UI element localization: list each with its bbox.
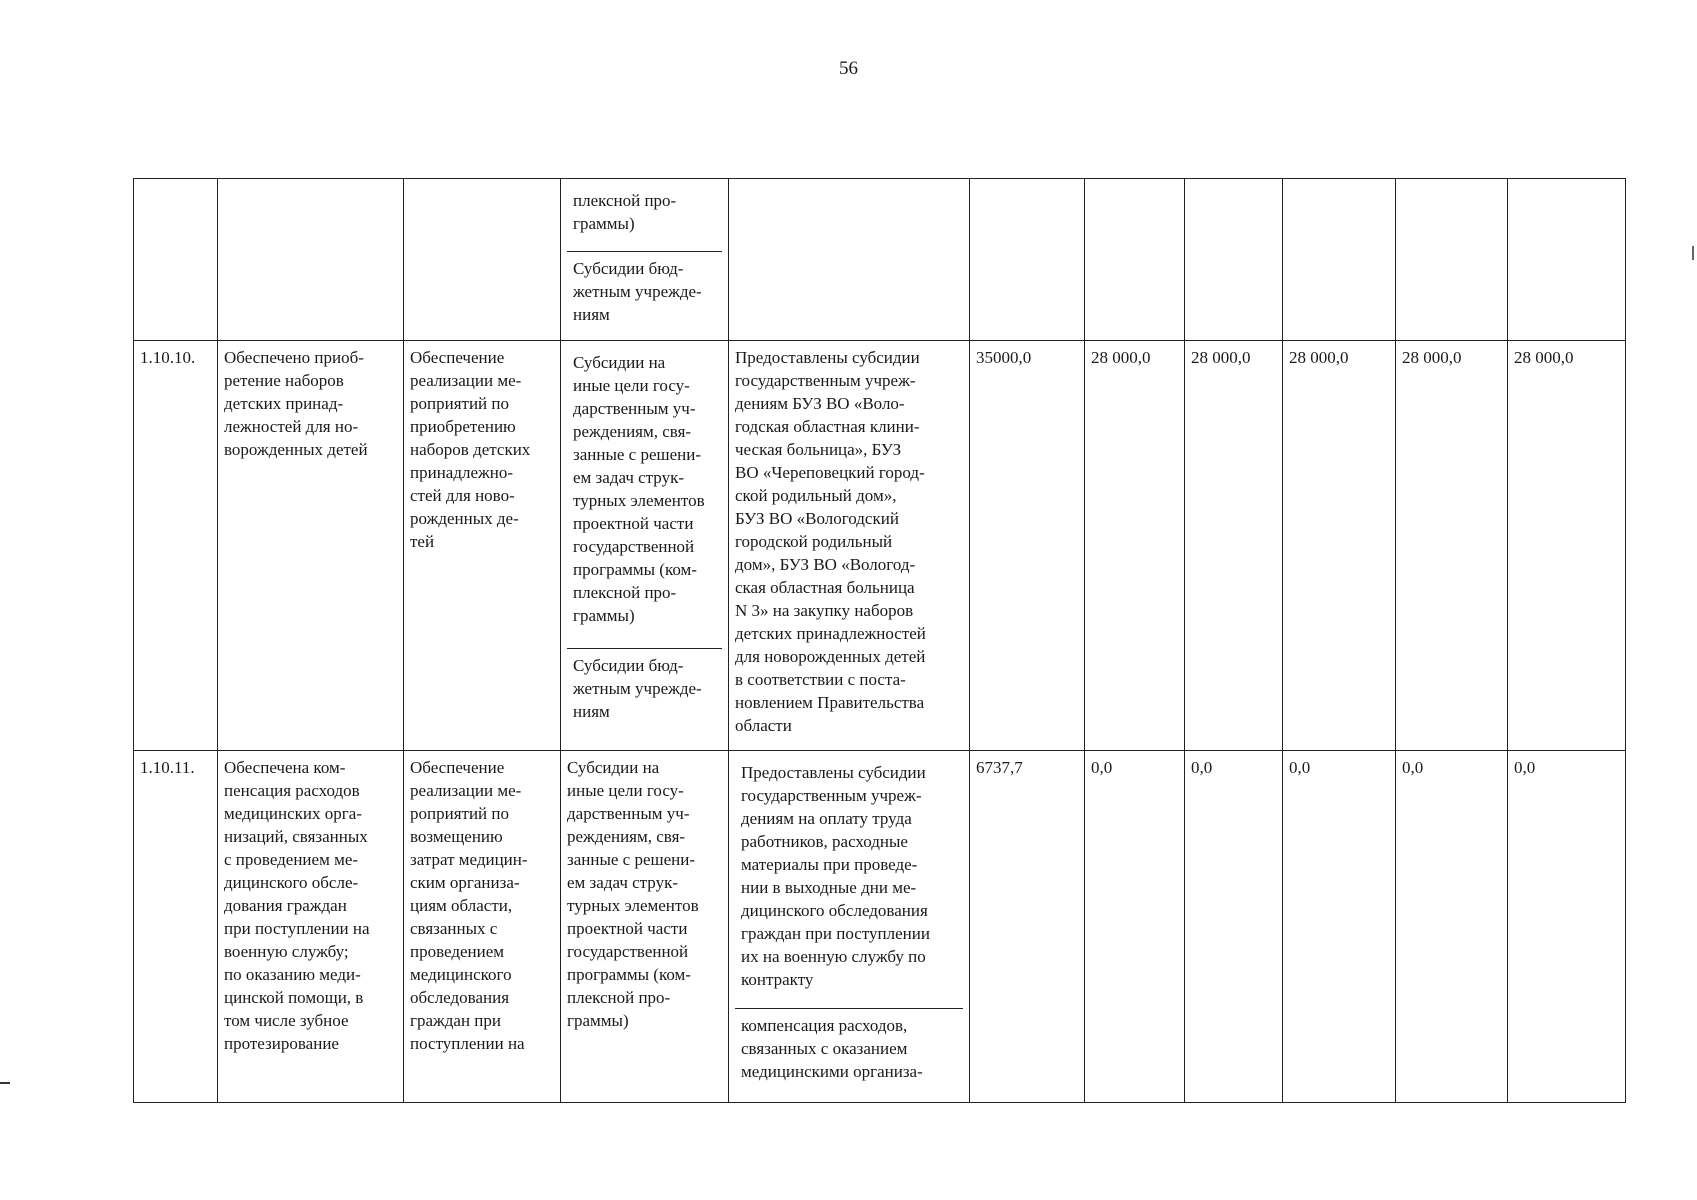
description-cell [729,751,970,1103]
funding-cell [561,341,729,751]
value-cell: 28 000,0 [1085,341,1185,751]
value-cell: 0,0 [1396,751,1508,1103]
value-cell: 0,0 [1283,751,1396,1103]
value-cell: 6737,7 [970,751,1085,1103]
table-row [134,179,1626,341]
result-cell: Обеспечено приоб- ретение наборов детских принад- лежностей для но- ворожденных детей [218,341,404,751]
funding-type: Субсидии на иные цели госу- дарственным уч- реждениям, свя- занные с решени- ем задач струк- турных элементов проектной части государственной программы (ком- плексной про- граммы) [573,353,705,625]
value-cell: 35000,0 [970,341,1085,751]
event-cell: Обеспечение реализации ме- роприятий по возмещению затрат медицин- ским организа- циям области, связанных с проведением медицинского обследования граждан при поступлении на [404,751,561,1103]
result-cell: Обеспечена ком- пенсация расходов медицинских орга- низаций, связанных с проведением ме- дицинского обсле- дования граждан при поступлении на военную службу; по оказанию меди- цинской помощи, в том числе зубное протезирование [218,751,404,1103]
description-cell: Предоставлены субсидии государственным учреж- дениям БУЗ ВО «Воло- годская областная клини- ческая больница», БУЗ ВО «Череповецкий город- ской родильный дом», БУЗ ВО «Вологодский городской родильный дом», БУЗ ВО «Вологод- ская областная больница N 3» на закупку наборов детских принадлежностей для новорожденных детей в соответствии с поста- новлением Правительства области [729,341,970,751]
table-row [134,341,1626,751]
description-text: компенсация расходов, связанных с оказанием медицинскими организа- [735,1008,963,1097]
row-number: 1.10.11. [134,751,218,1103]
scan-mark [1692,246,1694,260]
event-cell: Обеспечение реализации ме- роприятий по приобретению наборов детских принадлежно- стей для ново- рожденных де- тей [404,341,561,751]
value-cell [1185,179,1283,341]
table-row [134,751,1626,1103]
value-cell: 28 000,0 [1396,341,1508,751]
value-cell: 28 000,0 [1283,341,1396,751]
value-cell [1283,179,1396,341]
value-cell [1085,179,1185,341]
program-table [133,178,1626,1103]
value-cell: 28 000,0 [1185,341,1283,751]
value-cell: 28 000,0 [1508,341,1626,751]
funding-type: Субсидии бюд- жетным учрежде- ниям [567,648,722,745]
value-cell: 0,0 [1085,751,1185,1103]
row-number: 1.10.10. [134,341,218,751]
page-number: 56 [839,58,858,79]
value-cell: 0,0 [1185,751,1283,1103]
funding-type: плексной про- граммы) [573,191,677,233]
row-number [134,179,218,341]
result-cell [218,179,404,341]
value-cell [1508,179,1626,341]
funding-cell: Субсидии на иные цели госу- дарственным уч- реждениям, свя- занные с решени- ем задач струк- турных элементов проектной части государственной программы (ком- плексной про- граммы) [561,751,729,1103]
funding-type: Субсидии бюд- жетным учрежде- ниям [567,251,722,335]
value-cell: 0,0 [1508,751,1626,1103]
funding-cell [561,179,729,341]
scan-mark [0,1082,10,1084]
value-cell [1396,179,1508,341]
description-cell [729,179,970,341]
value-cell [970,179,1085,341]
description-text: Предоставлены субсидии государственным учреж- дениям на оплату труда работников, расходные материалы при проведе- нии в выходные дни ме- дицинского обследования граждан при поступлении их на военную службу по контракту [741,763,930,989]
event-cell [404,179,561,341]
